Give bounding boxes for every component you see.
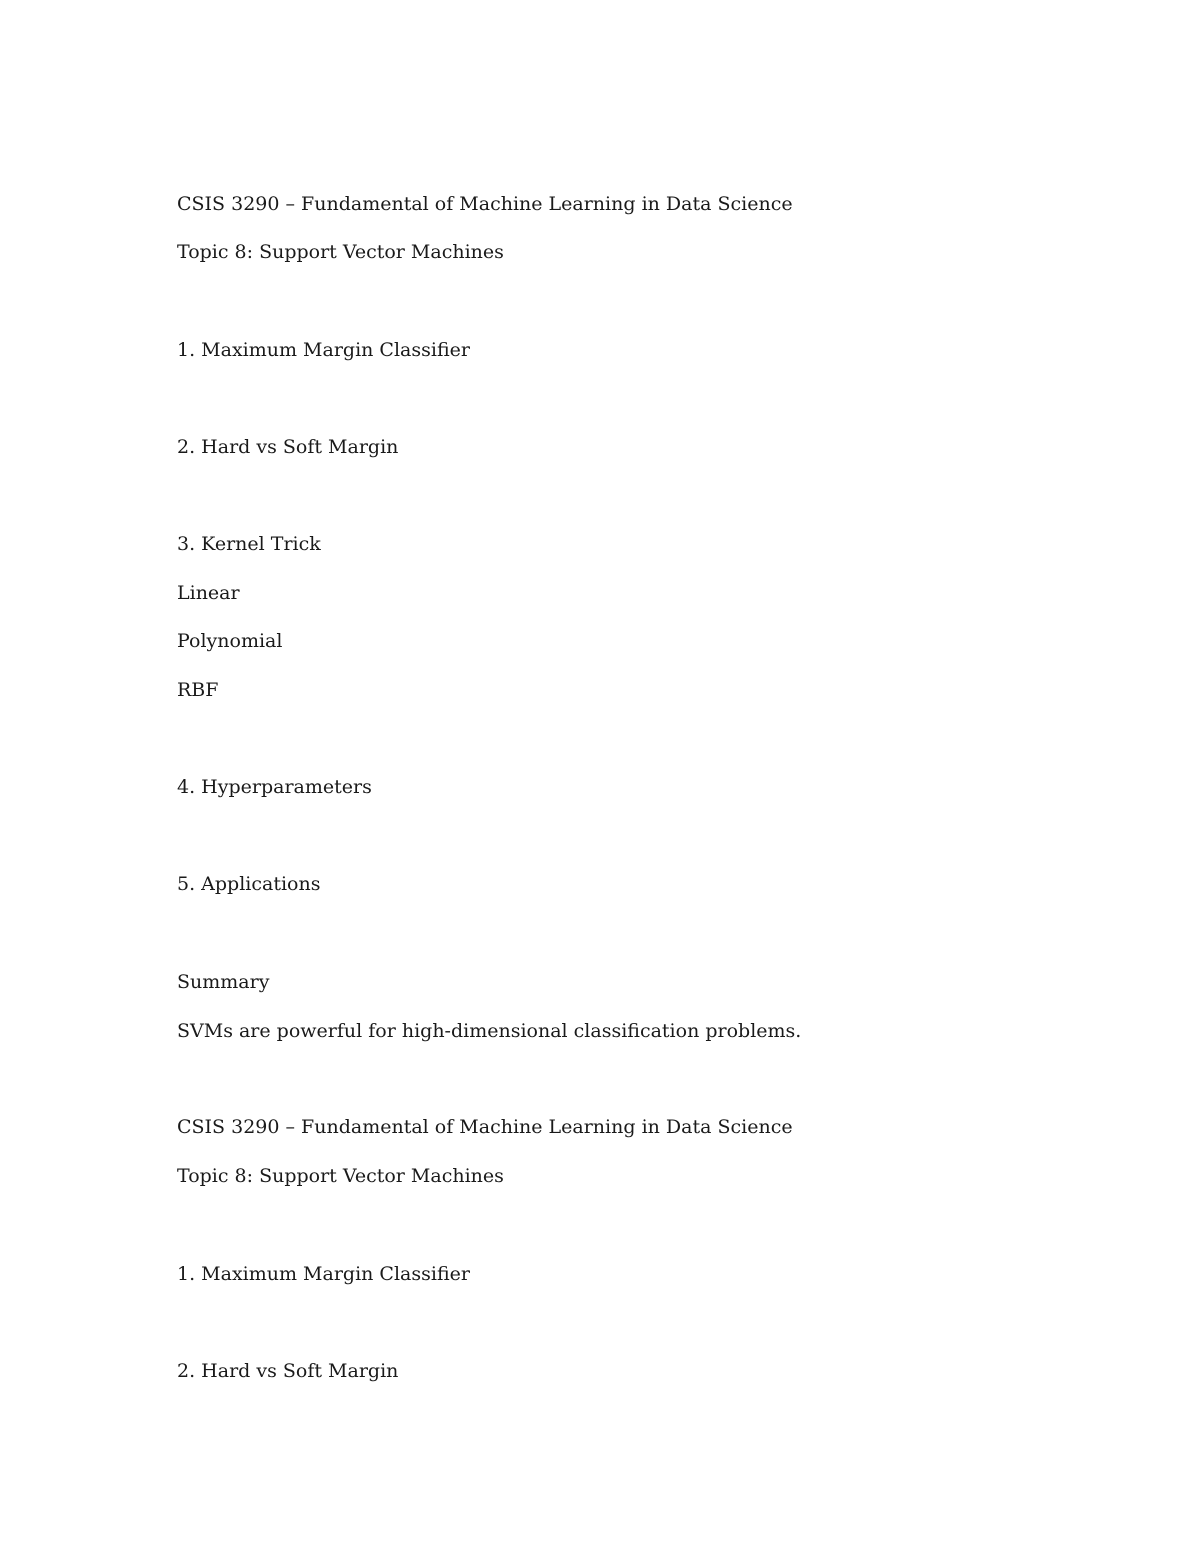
course-title-repeat: CSIS 3290 – Fundamental of Machine Learning in Data Science [177,1116,793,1138]
kernel-item-rbf: RBF [177,679,219,701]
topic-title-repeat: Topic 8: Support Vector Machines [177,1165,504,1187]
kernel-item-polynomial: Polynomial [177,630,283,652]
summary-heading: Summary [177,971,270,993]
section-heading-2-repeat: 2. Hard vs Soft Margin [177,1360,399,1382]
section-heading-1-repeat: 1. Maximum Margin Classifier [177,1263,470,1285]
section-heading-2: 2. Hard vs Soft Margin [177,436,399,458]
kernel-item-linear: Linear [177,582,240,604]
section-heading-5: 5. Applications [177,873,321,895]
summary-text: SVMs are powerful for high-dimensional classification problems. [177,1020,802,1042]
section-heading-4: 4. Hyperparameters [177,776,372,798]
topic-title: Topic 8: Support Vector Machines [177,241,504,263]
course-title: CSIS 3290 – Fundamental of Machine Learning in Data Science [177,193,793,215]
section-heading-1: 1. Maximum Margin Classifier [177,339,470,361]
section-heading-3: 3. Kernel Trick [177,533,321,555]
